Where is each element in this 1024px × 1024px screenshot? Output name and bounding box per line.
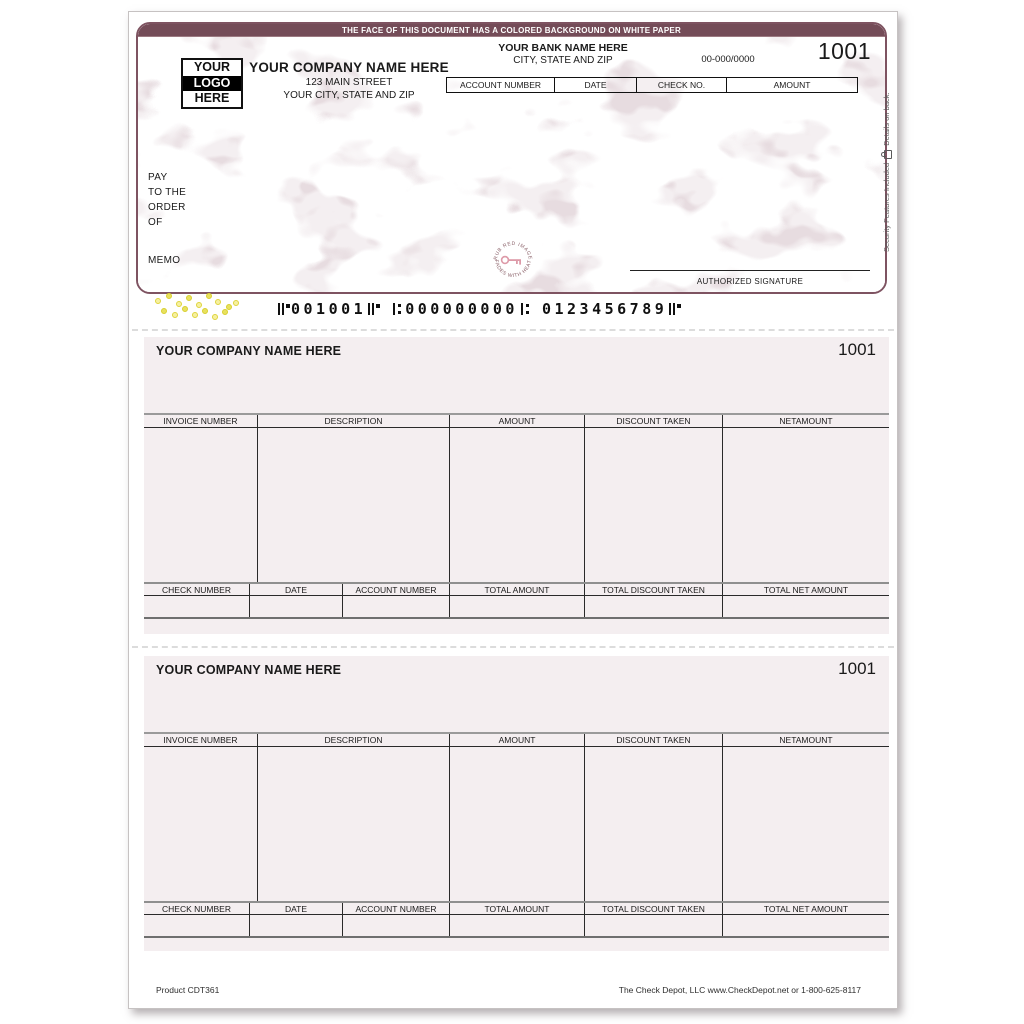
check-header-table xyxy=(446,77,858,93)
check-form-sheet xyxy=(128,11,898,1009)
security-features-side-text: Security Features Included Details on back. xyxy=(882,92,891,252)
bank-block xyxy=(468,42,658,66)
stub-check-number: 1001 xyxy=(838,659,876,678)
col-invoice-number: INVOICE NUMBER xyxy=(163,735,238,745)
micr-routing-number: 000000000 xyxy=(405,300,518,318)
svg-text:FADES WITH HEAT: FADES WITH HEAT xyxy=(492,259,534,280)
colored-background-banner xyxy=(138,24,885,37)
col-discount-taken: DISCOUNT TAKEN xyxy=(584,415,722,427)
stub-table xyxy=(144,732,889,938)
remittance-stub-2 xyxy=(144,656,889,951)
col-check-number: CHECK NUMBER xyxy=(162,584,231,595)
pay-to-the-order-of-label: PAY TO THE ORDER OF xyxy=(148,172,187,228)
stub-company-name: YOUR COMPANY NAME HERE xyxy=(156,344,342,358)
stub-company-name: YOUR COMPANY NAME HERE xyxy=(156,663,342,677)
header-amount: AMOUNT xyxy=(726,78,857,92)
product-code: Product CDT361 xyxy=(156,985,220,995)
col-account-number: ACCOUNT NUMBER xyxy=(342,584,449,595)
col-total-net-amount: TOTAL NET AMOUNT xyxy=(722,584,889,595)
heat-sensitive-seal-icon xyxy=(490,237,536,283)
authorized-signature-label: AUTHORIZED SIGNATURE xyxy=(696,277,804,286)
svg-text:RUB RED IMAGE: RUB RED IMAGE xyxy=(492,240,534,261)
perforation-line xyxy=(132,646,894,648)
header-check-no: CHECK NO. xyxy=(636,78,726,92)
col-net-amount: NETAMOUNT xyxy=(722,415,889,427)
check-number: 1001 xyxy=(817,38,871,64)
col-account-number: ACCOUNT NUMBER xyxy=(342,903,449,914)
logo-line-2: LOGO xyxy=(183,76,241,92)
col-amount: AMOUNT xyxy=(449,415,584,427)
col-amount: AMOUNT xyxy=(449,734,584,746)
micr-account-number: 0123456789 xyxy=(541,300,668,318)
col-total-amount: TOTAL AMOUNT xyxy=(449,584,584,595)
routing-fraction: 00-000/0000 xyxy=(701,54,755,65)
micr-check-number: 001001 xyxy=(291,300,367,318)
col-total-discount-taken: TOTAL DISCOUNT TAKEN xyxy=(584,584,722,595)
col-check-number: CHECK NUMBER xyxy=(162,903,231,914)
col-description: DESCRIPTION xyxy=(257,734,449,746)
stub-totals-row xyxy=(144,596,889,619)
col-discount-taken: DISCOUNT TAKEN xyxy=(584,734,722,746)
vendor-info: The Check Depot, LLC www.CheckDepot.net or 1-800-625-8117 xyxy=(618,985,861,995)
stub-table-body xyxy=(144,747,889,901)
micr-transit-symbol xyxy=(392,303,403,315)
key-icon xyxy=(502,257,521,265)
padlock-icon xyxy=(884,150,892,159)
col-total-net-amount: TOTAL NET AMOUNT xyxy=(722,903,889,914)
security-fibers xyxy=(149,291,249,323)
memo-label: MEMO xyxy=(148,255,181,266)
banner-text: THE FACE OF THIS DOCUMENT HAS A COLORED BACKGROUND ON WHITE PAPER xyxy=(341,25,682,35)
perforation-line xyxy=(132,329,894,331)
col-description: DESCRIPTION xyxy=(257,415,449,427)
micr-line xyxy=(276,300,682,318)
stub-check-number: 1001 xyxy=(838,340,876,359)
company-name: YOUR COMPANY NAME HERE xyxy=(249,60,449,75)
stub-totals-row xyxy=(144,915,889,938)
company-address-2: YOUR CITY, STATE AND ZIP xyxy=(283,90,415,101)
bank-city: CITY, STATE AND ZIP xyxy=(513,55,613,66)
company-block xyxy=(241,60,457,101)
remittance-stub-1 xyxy=(144,337,889,634)
micr-onus-symbol xyxy=(669,303,680,315)
logo-line-3: HERE xyxy=(194,91,230,105)
micr-onus-symbol xyxy=(368,303,379,315)
col-total-amount: TOTAL AMOUNT xyxy=(449,903,584,914)
bank-name: YOUR BANK NAME HERE xyxy=(498,42,628,54)
logo-line-1: YOUR xyxy=(193,60,231,74)
stub-table-body xyxy=(144,428,889,582)
col-date: DATE xyxy=(249,584,342,595)
micr-onus-symbol xyxy=(278,303,289,315)
check-body xyxy=(136,22,887,294)
company-address-1: 123 MAIN STREET xyxy=(305,77,393,88)
micr-transit-symbol xyxy=(520,303,531,315)
col-invoice-number: INVOICE NUMBER xyxy=(163,416,238,426)
signature-line xyxy=(630,270,870,289)
col-net-amount: NETAMOUNT xyxy=(722,734,889,746)
stub-table xyxy=(144,413,889,619)
logo-placeholder xyxy=(181,58,243,109)
col-total-discount-taken: TOTAL DISCOUNT TAKEN xyxy=(584,903,722,914)
header-date: DATE xyxy=(554,78,636,92)
header-account-number: ACCOUNT NUMBER xyxy=(459,80,542,90)
col-date: DATE xyxy=(249,903,342,914)
